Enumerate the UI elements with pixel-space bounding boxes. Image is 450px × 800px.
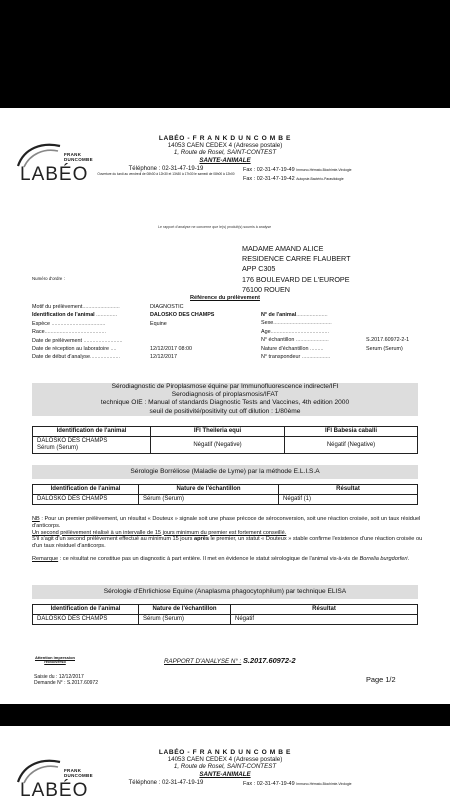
motif-label: Motif du prélèvement (32, 304, 83, 310)
nature-value: Serum (Serum) (366, 345, 403, 352)
third-note-a: S'il s'agit d'un second prélèvement effectué au minimum 15 jours (32, 536, 194, 543)
remark-text: : ce résultat ne constitue pas un diagnostic à part entière. Il met en évidence le statut sérologique de l'animal vis-à-vis de (58, 555, 360, 562)
date-recep-label: Date de réception au laboratoire (32, 346, 110, 353)
piro-line-2: Serodiagnosis of piroplasmosis/IFAT (171, 391, 279, 399)
report-number-value: S.2017.60972-2 (242, 656, 296, 665)
lab-name: LABÉO - F R A N K D U N C O M B E (158, 135, 292, 142)
lab-fax-1-note: Immuno-Hémato-Biochimie-Virologie (296, 782, 352, 786)
ehrlichiose-table (32, 604, 418, 625)
col-header: IFI Babesia caballi (285, 427, 418, 437)
espece-value: Equine (150, 320, 167, 327)
transp-label: N° transpondeur (261, 354, 301, 361)
nb-text: : Pour un premier prélèvement, un résultat « Douteux » signale soit une phase précoce de séroconversion, soit une réaction croisée, soit un taux résiduel d'anticorps. (32, 516, 421, 529)
reference-right-labels: N° de l'animal..................... Sexe....................................... Age....................................... N° échantillon ...................... Nature d'échantillon ......... N° transpondeur ................... (261, 312, 332, 361)
table-row (33, 615, 418, 625)
table-header-row (33, 427, 418, 437)
reference-left-labels: Motif du prélèvement......................... Identification de l'animal .............. Espèce .................................... Race......................................... Date de prélèvement .......................... Date de réception au laboratoire .... Date de début d'analyse.................... (32, 304, 123, 361)
remark-label: Remarque (32, 555, 59, 562)
col-header: Identification de l'animal (33, 605, 139, 615)
lab-fax-1: Fax : 02-31-47-19-49 (243, 167, 295, 173)
third-note-b: après (194, 536, 209, 543)
remark-end: . (407, 555, 410, 562)
lab-phone: Téléphone : 02-31-47-19-19 (128, 780, 204, 786)
table-row (33, 437, 418, 454)
logo-subtitle: FRANK DUNCOMBE (64, 768, 93, 778)
table-header-row (33, 605, 418, 615)
report-page-1 (0, 108, 450, 704)
col-header: Résultat (279, 485, 418, 495)
ident-label: Identification de l'animal (32, 312, 95, 319)
piro-line-1: Sérodiagnostic de Piroplasmose équine par Immunofluorescence indirecte/IFI (111, 383, 339, 390)
race-label: Race (32, 329, 45, 336)
logo-text: LABÉO (20, 780, 89, 800)
lab-fax-1-note: Immuno-Hémato-Biochimie-Virologie (296, 168, 352, 172)
recipient-line: MADAME AMAND ALICE (242, 244, 324, 253)
lab-department: SANTE-ANIMALE (199, 156, 251, 164)
reference-left-values (150, 303, 214, 362)
saisie-date: Saisie du : 12/12/2017 (34, 674, 84, 680)
print-notice: Attention impression recto/verso (34, 655, 75, 665)
report-number (164, 656, 296, 665)
lab-hours: Ouverture du lundi au vendredi de 08h30 à 12h30 et 13h30 à 17h30 le samedi de 08h00 à 12h00 (97, 171, 235, 176)
ident-value: DALOSKO DES CHAMPS (150, 312, 215, 319)
reference-right-values (366, 311, 409, 353)
date-prel-label: Date de prélèvement (32, 337, 83, 344)
recipient-line: APP C305 (242, 264, 276, 274)
lab-fax-block (243, 780, 352, 789)
table-cell: Sérum (Serum) (139, 615, 231, 625)
second-sample-note: Un second prélèvement réalisé à un intervalle de 15 jours minimum du premier est fortement conseillé. (32, 529, 287, 536)
table-cell: Sérum (Serum) (139, 495, 279, 505)
sexe-label: Sexe (261, 320, 274, 327)
piroplasmose-table (32, 426, 418, 454)
third-note-c: le premier, un statut « Douteux » stable confirme l'existence d'une réaction croisée ou d'un taux résiduel d'anticorps. (32, 536, 423, 550)
col-header: Résultat (231, 605, 418, 615)
logo-subtitle: FRANK DUNCOMBE (64, 152, 93, 162)
nb-label: NB (32, 516, 40, 522)
lab-header (120, 749, 330, 778)
num-echant-value: S.2017.60972-2-1 (366, 337, 410, 344)
table-cell: Négatif (231, 615, 418, 625)
num-animal-label: N° de l'animal (261, 312, 297, 318)
table-cell (33, 437, 151, 454)
table-cell: Négatif (1) (279, 495, 418, 505)
recipient-address (242, 244, 351, 295)
lab-name: LABÉO - F R A N K D U N C O M B E (158, 749, 292, 756)
espece-label: Espèce (32, 320, 50, 327)
recipient-line: 176 BOULEVARD DE L'EUROPE (242, 274, 350, 284)
report-number-label: RAPPORT D'ANALYSE N° : (164, 658, 242, 665)
lab-phone: Téléphone : 02-31-47-19-19 (128, 166, 204, 172)
lab-address-2: 1, Route de Rosel, SAINT-CONTEST (173, 149, 277, 157)
table-row (33, 495, 418, 505)
demande-number: Demande N° : S.2017.60972 (34, 680, 98, 686)
report-page-2 (0, 726, 450, 800)
recipient-line: 76100 ROUEN (242, 284, 290, 294)
age-label: Age (261, 328, 271, 335)
footer-meta (34, 674, 98, 686)
col-header: IFI Theileria equi (151, 427, 285, 437)
lab-address-1: 14053 CAEN CEDEX 4 (Adresse postale) (167, 142, 283, 150)
lab-address-1: 14053 CAEN CEDEX 4 (Adresse postale) (167, 756, 283, 764)
lab-department: SANTE-ANIMALE (199, 770, 251, 778)
motif-value: DIAGNOSTIC (150, 304, 184, 310)
date-recep-value: 12/12/2017 08:00 (150, 346, 192, 353)
lab-fax-block (243, 166, 352, 184)
nature-label: Nature d'échantillon (261, 345, 309, 352)
lab-fax-1: Fax : 02-31-47-19-49 (243, 781, 295, 787)
lyme-table (32, 484, 418, 505)
piroplasmose-banner (32, 383, 418, 416)
reference-title: Référence du prélèvement (190, 295, 260, 301)
sample-type: Sérum (Serum) (37, 445, 79, 451)
piro-line-4: seuil de positivité/positivity cut off dilution : 1/80ème (149, 407, 301, 415)
remark-species: Borrelia burgdorferi (359, 555, 408, 562)
col-header: Nature de l'échantillon (139, 605, 231, 615)
table-cell: Négatif (Negative) (151, 437, 285, 454)
page-number: Page 1/2 (366, 675, 396, 684)
piro-line-3: technique OIE : Manual of standards Diagnostic Tests and Vaccines, 4th edition 2000 (100, 399, 350, 407)
order-number-label: Numéro d'ordre : (32, 276, 65, 281)
table-cell: DALOSKO DES CHAMPS (33, 495, 139, 505)
lab-fax-2-note: Autopsie-Bactério-Parasitologie (296, 177, 344, 181)
lyme-banner: Sérologie Borréliose (Maladie de Lyme) par la méthode E.L.I.S.A (32, 465, 418, 479)
lyme-notes (32, 516, 424, 563)
num-echant-label: N° échantillon (261, 337, 295, 344)
date-debut-label: Date de début d'analyse (32, 354, 90, 361)
lab-header (120, 135, 330, 164)
date-debut-value: 12/12/2017 (150, 354, 177, 361)
animal-name: DALOSKO DES CHAMPS (37, 438, 108, 444)
lab-phone-block (96, 781, 236, 787)
recipient-line: RESIDENCE CARRE FLAUBERT (242, 254, 351, 264)
lab-fax-2: Fax : 02-31-47-19-42 (243, 176, 295, 182)
lab-phone-block (96, 167, 236, 176)
labeo-logo (16, 756, 106, 800)
table-cell: DALOSKO DES CHAMPS (33, 615, 139, 625)
table-cell: Négatif (Negative) (285, 437, 418, 454)
col-header: Identification de l'animal (33, 485, 139, 495)
logo-text: LABÉO (20, 164, 89, 185)
lab-address-2: 1, Route de Rosel, SAINT-CONTEST (173, 763, 277, 771)
col-header: Nature de l'échantillon (139, 485, 279, 495)
ehrlichiose-banner: Sérologie d'Ehrlichiose Equine (Anaplasma phagocytophilum) par technique ELISA (32, 585, 418, 599)
disclaimer: Le rapport d'analyse ne concerne que le(s) produit(s) soumis à analyse (158, 225, 272, 229)
table-header-row (33, 485, 418, 495)
labeo-logo (16, 140, 106, 184)
col-header: Identification de l'animal (33, 427, 151, 437)
